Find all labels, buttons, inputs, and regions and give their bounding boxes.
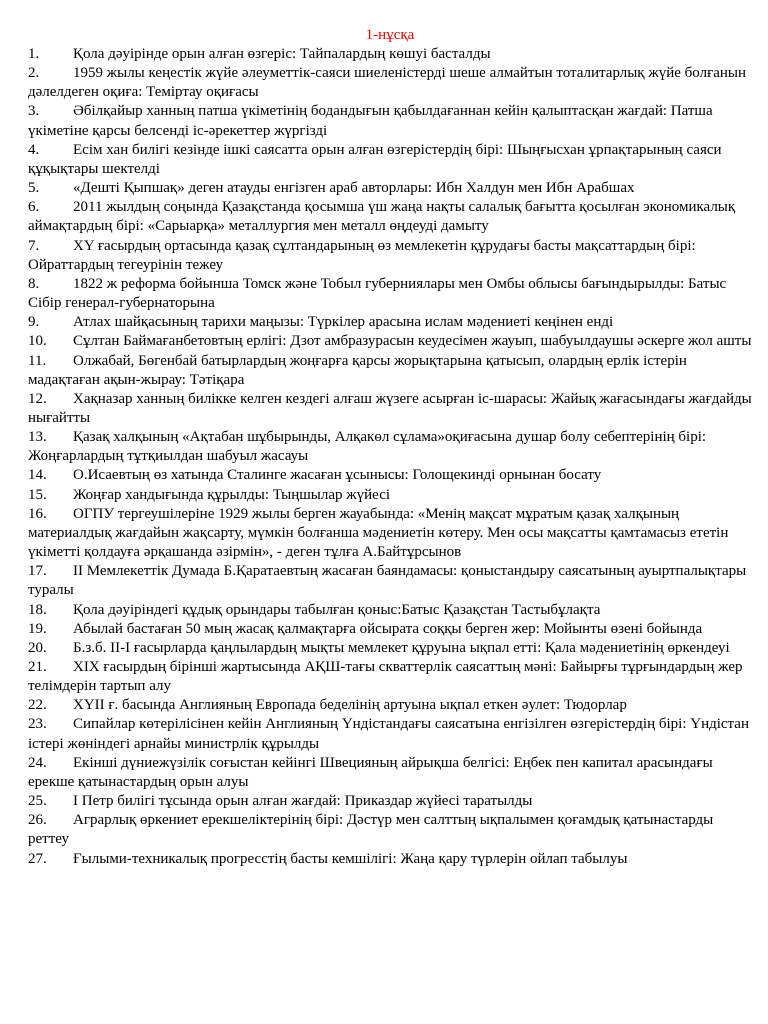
question-item (28, 64, 752, 102)
question-item (28, 811, 752, 849)
question-number: 10. (28, 333, 47, 350)
question-text: О.Исаевтың өз хатында Сталинге жасаған ұсынысы: Голощекинді орнынан босату (73, 467, 602, 484)
document-page (28, 26, 752, 869)
question-text: Ғылыми-техникалық прогресстің басты кемшілігі: Жаңа қару түрлерін ойлап табылуы (73, 850, 628, 867)
question-number: 18. (28, 601, 47, 618)
question-item (28, 390, 752, 428)
question-number: 23. (28, 716, 47, 733)
question-item (28, 562, 752, 600)
question-number: 25. (28, 793, 47, 810)
question-text: ІІ Мемлекеттік Думада Б.Қаратаевтың жасаған баяндамасы: қоныстандыру саясатының ауыртпалықтары туралы (28, 563, 747, 599)
question-item (28, 275, 752, 313)
question-text: Жоңғар хандығында құрылды: Тыңшылар жүйесі (73, 486, 391, 503)
question-item (28, 850, 752, 869)
question-item (28, 792, 752, 811)
question-item (28, 486, 752, 505)
question-item (28, 639, 752, 658)
question-number: 13. (28, 429, 47, 446)
question-number: 19. (28, 620, 47, 637)
question-number: 1. (28, 46, 40, 62)
question-item (28, 237, 752, 275)
question-number: 9. (28, 314, 40, 331)
question-item (28, 45, 752, 64)
question-text: Б.з.б. ІІ-І ғасырларда қаңлылардың мықты мемлекет құруына ықпал етті: Қала мәдениетінің өркендеуі (73, 639, 730, 656)
question-item (28, 198, 752, 236)
question-item (28, 620, 752, 639)
question-text: Қола дәуіріндегі құдық орындары табылған қоныс:Батыс Қазақстан Тастыбұлақта (73, 601, 601, 618)
question-item (28, 428, 752, 466)
question-number: 12. (28, 390, 47, 407)
question-number: 4. (28, 141, 40, 158)
question-item (28, 715, 752, 753)
question-number: 21. (28, 659, 47, 675)
question-text: І Петр билігі тұсында орын алған жағдай: Приказдар жүйесі таратылды (73, 793, 533, 810)
question-item (28, 141, 752, 179)
question-number: 8. (28, 275, 40, 292)
question-item (28, 332, 752, 351)
question-list (28, 45, 752, 869)
question-item (28, 696, 752, 715)
question-number: 6. (28, 199, 40, 216)
question-number: 11. (28, 352, 47, 369)
question-text: 1959 жылы кеңестік жүйе әлеуметтік-саяси шиеленістерді шеше алмайтын тоталитарлық жүйе болғанын дәлелдеген оқиға: Теміртау оқиғасы (28, 65, 747, 101)
question-number: 17. (28, 563, 47, 580)
question-item (28, 658, 752, 696)
question-number: 16. (28, 505, 47, 522)
question-text: Хақназар ханның билікке келген кездегі алғаш жүзеге асырған іс-шарасы: Жайық жағасындағы жағдайды нығайтты (28, 390, 752, 426)
question-number: 2. (28, 65, 40, 82)
document-title: 1-нұсқа (365, 27, 415, 43)
question-text: 2011 жылдың соңында Қазақстанда қосымша үш жаңа нақты салалық бағытта қосылған экономикалық аймақтардың бірі: «Сарыарқа» металлургия мен металл өңдеуді дамыту (28, 199, 736, 235)
question-item (28, 102, 752, 140)
question-text: ХYІІ ғ. басында Англияның Европада беделінің артуына ықпал еткен әулет: Тюдорлар (73, 697, 627, 714)
question-text: Аграрлық өркениет ерекшеліктерінің бірі: Дәстүр мен салттың ықпалымен қоғамдық қатынастарды реттеу (28, 812, 714, 848)
question-text: Сипайлар көтерілісінен кейін Англияның Үндістандағы саясатына енгізілген өзгерістердің бірі: Үндістан істері жөніндегі арнайы министрлік құрылды (28, 716, 749, 752)
question-item (28, 179, 752, 198)
question-text: Екінші дүниежүзілік соғыстан кейінгі Швецияның айрықша белгісі: Еңбек пен капитал арасындағы ерекше қатынастардың орын алуы (28, 754, 713, 790)
question-number: 26. (28, 812, 47, 829)
question-text: Сұлтан Баймағанбетовтың ерлігі: Дзот амбразурасын кеудесімен жауып, шабуылдаушы әскерге жол ашты (73, 333, 752, 350)
question-text: Олжабай, Бөгенбай батырлардың жоңғарға қарсы жорықтарына қатысып, олардың ерлік істерін мадақтаған ақын-жырау: Тәтіқара (28, 352, 687, 388)
question-text: Қазақ халқының «Ақтабан шұбырынды, Алқакөл сұлама»оқиғасына душар болу себептерінің бірі: Жоңғарлардың тұтқиылдан шабуыл жасауы (28, 429, 707, 465)
question-text: XY ғасырдың ортасында қазақ сұлтандарының өз мемлекетін құрудағы басты мақсаттардың бірі: Ойраттардың тегеурінін тежеу (28, 237, 696, 273)
question-item (28, 601, 752, 620)
question-text: Қола дәуірінде орын алған өзгеріс: Тайпалардың көшуі басталды (73, 46, 491, 62)
question-number: 27. (28, 850, 47, 867)
question-item (28, 754, 752, 792)
question-number: 20. (28, 639, 47, 656)
question-text: Әбілқайыр ханның патша үкіметінің бодандығын қабылдағаннан кейін қалыптасқан жағдай: Патша үкіметіне қарсы белсенді іс-әрекеттер жүргізді (28, 103, 713, 139)
question-item (28, 313, 752, 332)
question-text: ОГПУ тергеушілеріне 1929 жылы берген жауабында: «Менің мақсат мұратым қазақ халқының материалдық жағдайын жақсарту, мүмкін болғанша мәдениетін көтеру. Мен осы мақсатты қамтамасыз ететін үкіметті қолдауға әрқашанда әзірмін», - деген тұлға А.Байтұрсынов (28, 505, 729, 561)
question-number: 7. (28, 237, 40, 254)
question-number: 14. (28, 467, 47, 484)
question-item (28, 505, 752, 562)
question-text: Есім хан билігі кезінде ішкі саясатта орын алған өзгерістердің бірі: Шыңғысхан ұрпақтарының саяси құқықтары шектелді (28, 141, 722, 177)
question-item (28, 466, 752, 485)
question-text: Абылай бастаған 50 мың жасақ қалмақтарға ойсырата соққы берген жер: Мойынты өзені бойында (73, 620, 703, 637)
question-number: 22. (28, 697, 47, 714)
question-number: 15. (28, 486, 47, 503)
question-text: ХІХ ғасырдың бірінші жартысында АҚШ-тағы скваттерлік саясаттың мәні: Байырғы тұрғындардың жер телімдерін тартып алу (28, 659, 743, 695)
question-item (28, 352, 752, 390)
question-text: «Дешті Қыпшақ» деген атауды енгізген араб авторлары: Ибн Халдун мен Ибн Арабшах (73, 180, 635, 197)
question-text: 1822 ж реформа бойынша Томск және Тобыл губерниялары мен Омбы облысы бағындырылды: Батыс Сібір генерал-губернаторына (28, 275, 727, 312)
question-number: 3. (28, 103, 40, 120)
question-text: Атлах шайқасының тарихи маңызы: Түркілер арасына ислам мәдениеті кеңінен енді (73, 314, 614, 331)
question-number: 24. (28, 754, 47, 771)
question-number: 5. (28, 180, 40, 197)
